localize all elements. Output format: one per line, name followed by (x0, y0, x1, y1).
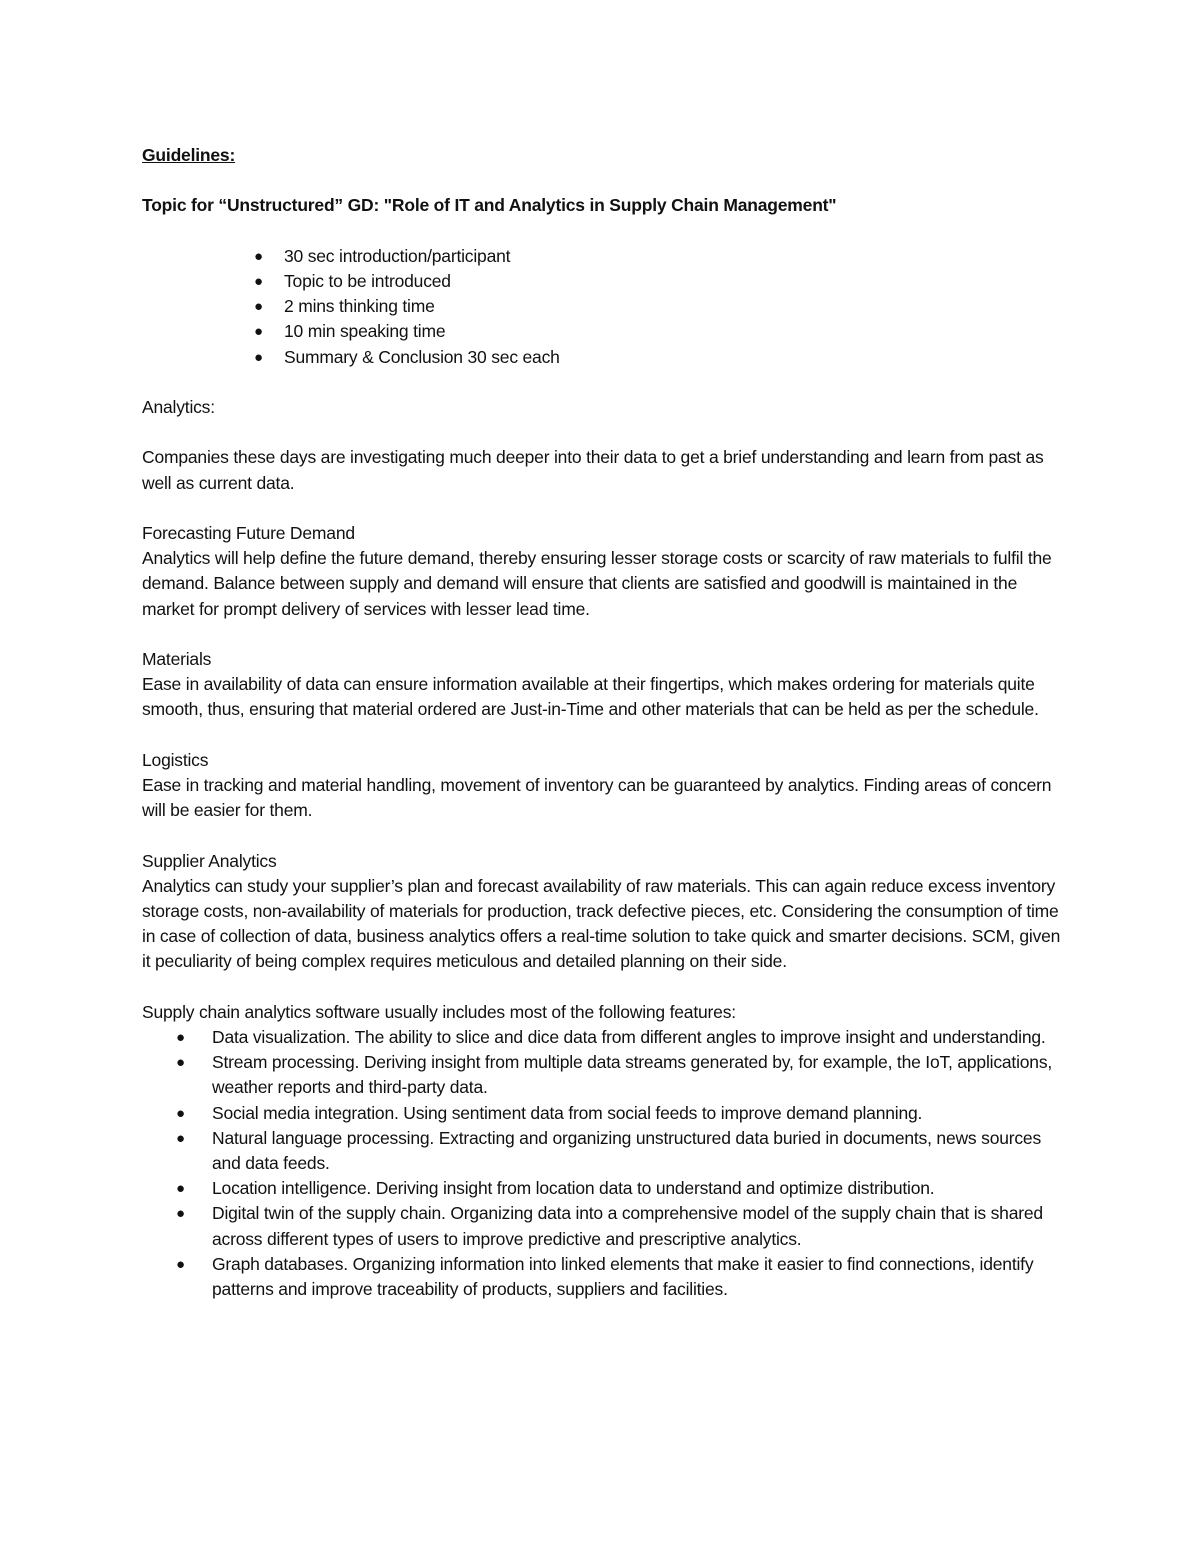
bullet-icon: ● (254, 323, 263, 341)
section-title-supplier-analytics: Supplier Analytics (142, 850, 277, 871)
guideline-item-text: 2 mins thinking time (284, 296, 435, 317)
feature-item-text: Graph databases. Organizing information into linked elements that make it easier to find connections, identify patterns and improve traceability of products, suppliers and facilities. (212, 1253, 1034, 1299)
feature-item-text: Social media integration. Using sentiment data from social feeds to improve demand planning. (212, 1102, 923, 1123)
features-list (142, 1025, 1062, 1302)
features-intro: Supply chain analytics software usually includes most of the following features: (142, 1001, 736, 1022)
bullet-icon: ● (176, 1104, 185, 1122)
bullet-icon: ● (254, 247, 263, 265)
intro-paragraph: Companies these days are investigating much deeper into their data to get a brief understanding and learn from past as well as current data. (142, 447, 1044, 493)
feature-item (142, 1201, 1062, 1251)
feature-item-text: Location intelligence. Deriving insight from location data to understand and optimize distribution. (212, 1178, 935, 1199)
spacer (142, 420, 1062, 445)
feature-item (142, 1050, 1062, 1100)
bullet-icon: ● (176, 1054, 185, 1072)
section-body-supplier-analytics: Analytics can study your supplier’s plan and forecast availability of raw materials. This can again reduce excess inventory storage costs, non-availability of materials for production, track defective pieces, etc. Considering the consumption of time in case of collection of data, business analytics offers a real-time solution to take quick and smarter decisions. SCM, given it peculiarity of being complex requires meticulous and detailed planning on their side. (142, 875, 1061, 972)
feature-item-text: Data visualization. The ability to slice and dice data from different angles to improve insight and understanding. (212, 1026, 1046, 1047)
feature-item (142, 1126, 1062, 1176)
spacer (142, 496, 1062, 521)
spacer (142, 975, 1062, 1000)
bullet-icon: ● (176, 1255, 185, 1273)
feature-item (142, 1025, 1062, 1050)
guidelines-list (142, 244, 1062, 370)
section-body-forecasting: Analytics will help define the future demand, thereby ensuring lesser storage costs or scarcity of raw materials to fulfil the demand. Balance between supply and demand will ensure that clients are satisfied and goodwill is maintained in the market for prompt delivery of services with lesser lead time. (142, 548, 1052, 619)
document-body (142, 143, 1062, 1302)
guideline-item-text: 10 min speaking time (284, 321, 446, 342)
topic-line: Topic for “Unstructured” GD: "Role of IT and Analytics in Supply Chain Management" (142, 195, 837, 216)
spacer (142, 823, 1062, 848)
bullet-icon: ● (254, 272, 263, 290)
guideline-item-text: Topic to be introduced (284, 270, 451, 291)
guideline-item (142, 319, 1062, 344)
spacer (142, 370, 1062, 395)
guidelines-heading: Guidelines: (142, 145, 236, 165)
bullet-icon: ● (254, 348, 263, 366)
feature-item (142, 1101, 1062, 1126)
bullet-icon: ● (176, 1028, 185, 1046)
spacer (142, 622, 1062, 647)
bullet-icon: ● (176, 1180, 185, 1198)
guideline-item (142, 244, 1062, 269)
bullet-icon: ● (176, 1129, 185, 1147)
section-title-logistics: Logistics (142, 749, 209, 770)
guideline-item-text: Summary & Conclusion 30 sec each (284, 346, 560, 367)
spacer (142, 168, 1062, 193)
feature-item (142, 1176, 1062, 1201)
feature-item-text: Digital twin of the supply chain. Organizing data into a comprehensive model of the supply chain that is shared across different types of users to improve predictive and prescriptive analytics. (212, 1203, 1043, 1249)
feature-item-text: Stream processing. Deriving insight from multiple data streams generated by, for example, the IoT, applications, weather reports and third-party data. (212, 1052, 1053, 1098)
guideline-item-text: 30 sec introduction/participant (284, 245, 511, 266)
spacer (142, 723, 1062, 748)
feature-item-text: Natural language processing. Extracting and organizing unstructured data buried in documents, news sources and data feeds. (212, 1127, 1042, 1173)
bullet-icon: ● (254, 298, 263, 316)
section-title-materials: Materials (142, 648, 212, 669)
bullet-icon: ● (176, 1205, 185, 1223)
section-body-logistics: Ease in tracking and material handling, movement of inventory can be guaranteed by analytics. Finding areas of concern will be easier for them. (142, 774, 1052, 821)
guideline-item (142, 345, 1062, 370)
feature-item (142, 1252, 1062, 1302)
section-body-materials: Ease in availability of data can ensure information available at their fingertips, which makes ordering for materials quite smooth, thus, ensuring that material ordered are Just-in-Time and other materials that can be held as per the schedule. (142, 674, 1039, 720)
guideline-item (142, 294, 1062, 319)
guideline-item (142, 269, 1062, 294)
analytics-heading: Analytics: (142, 396, 215, 417)
spacer (142, 219, 1062, 244)
section-title-forecasting: Forecasting Future Demand (142, 522, 355, 543)
